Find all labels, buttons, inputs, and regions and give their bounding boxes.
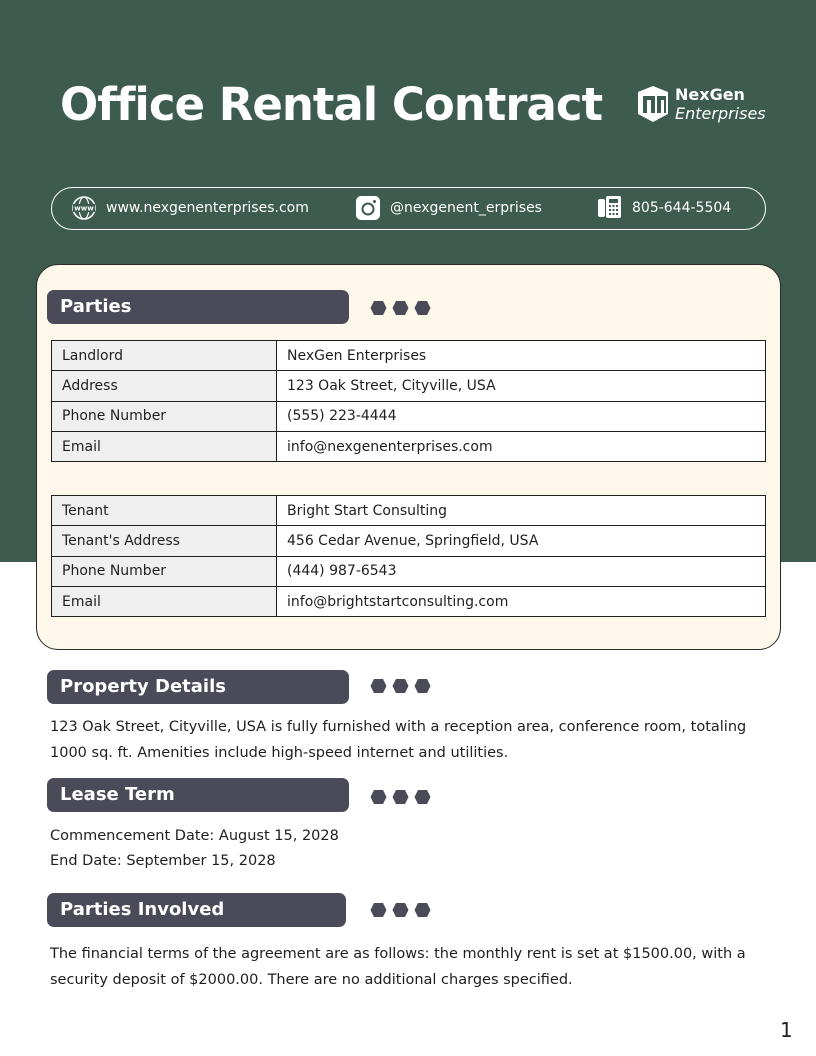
table-row	[52, 431, 766, 461]
table-row	[52, 371, 766, 401]
hexagon-decoration	[370, 678, 431, 694]
hexagon-icon	[370, 789, 387, 805]
table-row	[52, 401, 766, 431]
instagram-text: @nexgenent_erprises	[390, 200, 542, 216]
table-row	[52, 586, 766, 616]
hexagon-icon	[392, 678, 409, 694]
row-value: 123 Oak Street, Cityville, USA	[277, 371, 766, 401]
hexagon-icon	[414, 902, 431, 918]
row-value: NexGen Enterprises	[277, 341, 766, 371]
hexagon-icon	[370, 678, 387, 694]
row-value: (444) 987-6543	[277, 556, 766, 586]
instagram-icon	[355, 195, 381, 221]
row-value: info@brightstartconsulting.com	[277, 586, 766, 616]
hexagon-icon	[392, 789, 409, 805]
contact-bar	[51, 187, 766, 230]
landlord-table	[51, 340, 766, 462]
table-row	[52, 556, 766, 586]
row-label: Tenant's Address	[52, 526, 277, 556]
company-logo	[634, 84, 766, 124]
row-value: info@nexgenenterprises.com	[277, 431, 766, 461]
hexagon-icon	[370, 902, 387, 918]
hexagon-decoration	[370, 902, 431, 918]
globe-icon-label: www	[74, 204, 94, 213]
logo-mark-icon	[634, 84, 672, 124]
commencement-date: Commencement Date: August 15, 2028	[50, 828, 339, 844]
end-date: End Date: September 15, 2028	[50, 853, 276, 869]
contact-phone[interactable]	[597, 188, 731, 228]
row-label: Email	[52, 431, 277, 461]
section-heading-parties: Parties	[47, 290, 349, 324]
row-label: Email	[52, 586, 277, 616]
website-text: www.nexgenenterprises.com	[106, 200, 309, 216]
hexagon-icon	[370, 300, 387, 316]
table-row	[52, 341, 766, 371]
property-details-text: 123 Oak Street, Cityville, USA is fully furnished with a reception area, conference room, totaling 1000 sq. ft. Amenities include high-speed internet and utilities.	[50, 719, 747, 761]
phone-text: 805-644-5504	[632, 200, 732, 216]
hexagon-icon	[392, 902, 409, 918]
contact-website[interactable]	[71, 188, 309, 228]
table-row	[52, 496, 766, 526]
logo-name: NexGen	[675, 85, 745, 104]
globe-icon	[71, 195, 97, 221]
financial-terms-text: The financial terms of the agreement are as follows: the monthly rent is set at $1500.00, with a security deposit of $2000.00. There are no additional charges specified.	[50, 946, 746, 988]
page-number: 1	[780, 1018, 793, 1042]
table-row	[52, 526, 766, 556]
tenant-table	[51, 495, 766, 617]
section-heading-property-details: Property Details	[47, 670, 349, 704]
hexagon-decoration	[370, 300, 431, 316]
row-label: Landlord	[52, 341, 277, 371]
row-label: Phone Number	[52, 401, 277, 431]
hexagon-icon	[414, 789, 431, 805]
row-value: (555) 223-4444	[277, 401, 766, 431]
contact-instagram[interactable]	[355, 188, 542, 228]
section-heading-lease-term: Lease Term	[47, 778, 349, 812]
phone-icon	[597, 195, 623, 221]
page-title: Office Rental Contract	[60, 78, 603, 131]
row-label: Tenant	[52, 496, 277, 526]
row-value: Bright Start Consulting	[277, 496, 766, 526]
hexagon-icon	[392, 300, 409, 316]
hexagon-icon	[414, 300, 431, 316]
section-heading-parties-involved: Parties Involved	[47, 893, 346, 927]
logo-subtitle: Enterprises	[675, 104, 766, 123]
row-label: Phone Number	[52, 556, 277, 586]
row-label: Address	[52, 371, 277, 401]
hexagon-decoration	[370, 789, 431, 805]
hexagon-icon	[414, 678, 431, 694]
row-value: 456 Cedar Avenue, Springfield, USA	[277, 526, 766, 556]
